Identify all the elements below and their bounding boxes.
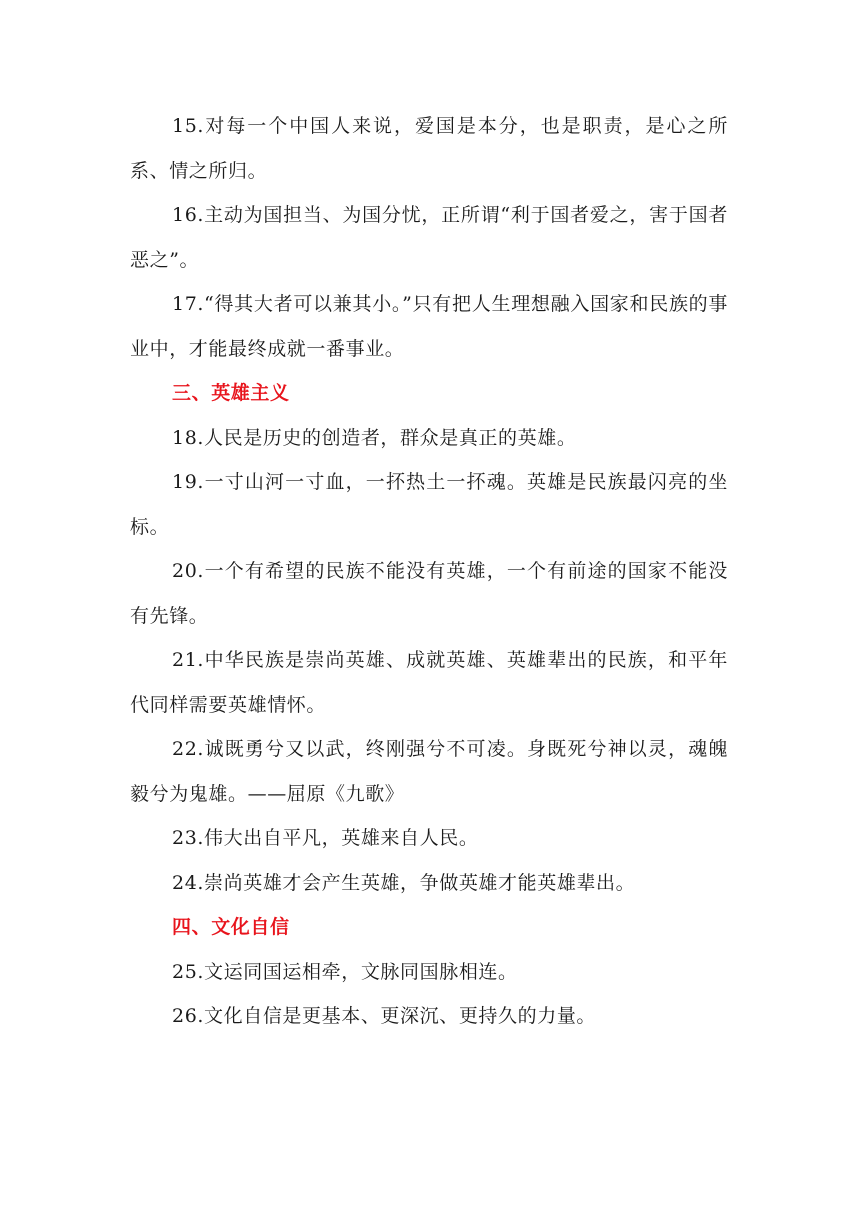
section-heading-heroism: 三、英雄主义	[172, 382, 290, 404]
paragraph-23: 23.伟大出自平凡，英雄来自人民。	[172, 827, 479, 849]
paragraph-19: 19.一寸山河一寸血，一抔热土一抔魂。英雄是民族最闪亮的坐标。	[130, 471, 728, 538]
paragraph-16: 16.主动为国担当、为国分忧，正所谓“利于国者爱之，害于国者恶之”。	[130, 204, 728, 271]
document-body	[130, 104, 728, 1039]
paragraph-22: 22.诚既勇兮又以武，终刚强兮不可凌。身既死兮神以灵，魂魄毅兮为鬼雄。——屈原《九歌》	[130, 738, 728, 805]
paragraph-18: 18.人民是历史的创造者，群众是真正的英雄。	[172, 426, 577, 449]
paragraph-25: 25.文运同国运相牵，文脉同国脉相连。	[172, 960, 518, 983]
paragraph-15: 15.对每一个中国人来说，爱国是本分，也是职责，是心之所系、情之所归。	[130, 115, 728, 182]
paragraph-21: 21.中华民族是崇尚英雄、成就英雄、英雄辈出的民族，和平年代同样需要英雄情怀。	[130, 649, 728, 716]
paragraph-26: 26.文化自信是更基本、更深沉、更持久的力量。	[172, 1005, 597, 1027]
paragraph-17: 17.“得其大者可以兼其小。”只有把人生理想融入国家和民族的事业中，才能最终成就一番事业。	[130, 293, 728, 360]
paragraph-24: 24.崇尚英雄才会产生英雄，争做英雄才能英雄辈出。	[172, 871, 636, 894]
paragraph-20: 20.一个有希望的民族不能没有英雄，一个有前途的国家不能没有先锋。	[130, 560, 728, 627]
section-heading-cultural-confidence: 四、文化自信	[172, 916, 290, 938]
